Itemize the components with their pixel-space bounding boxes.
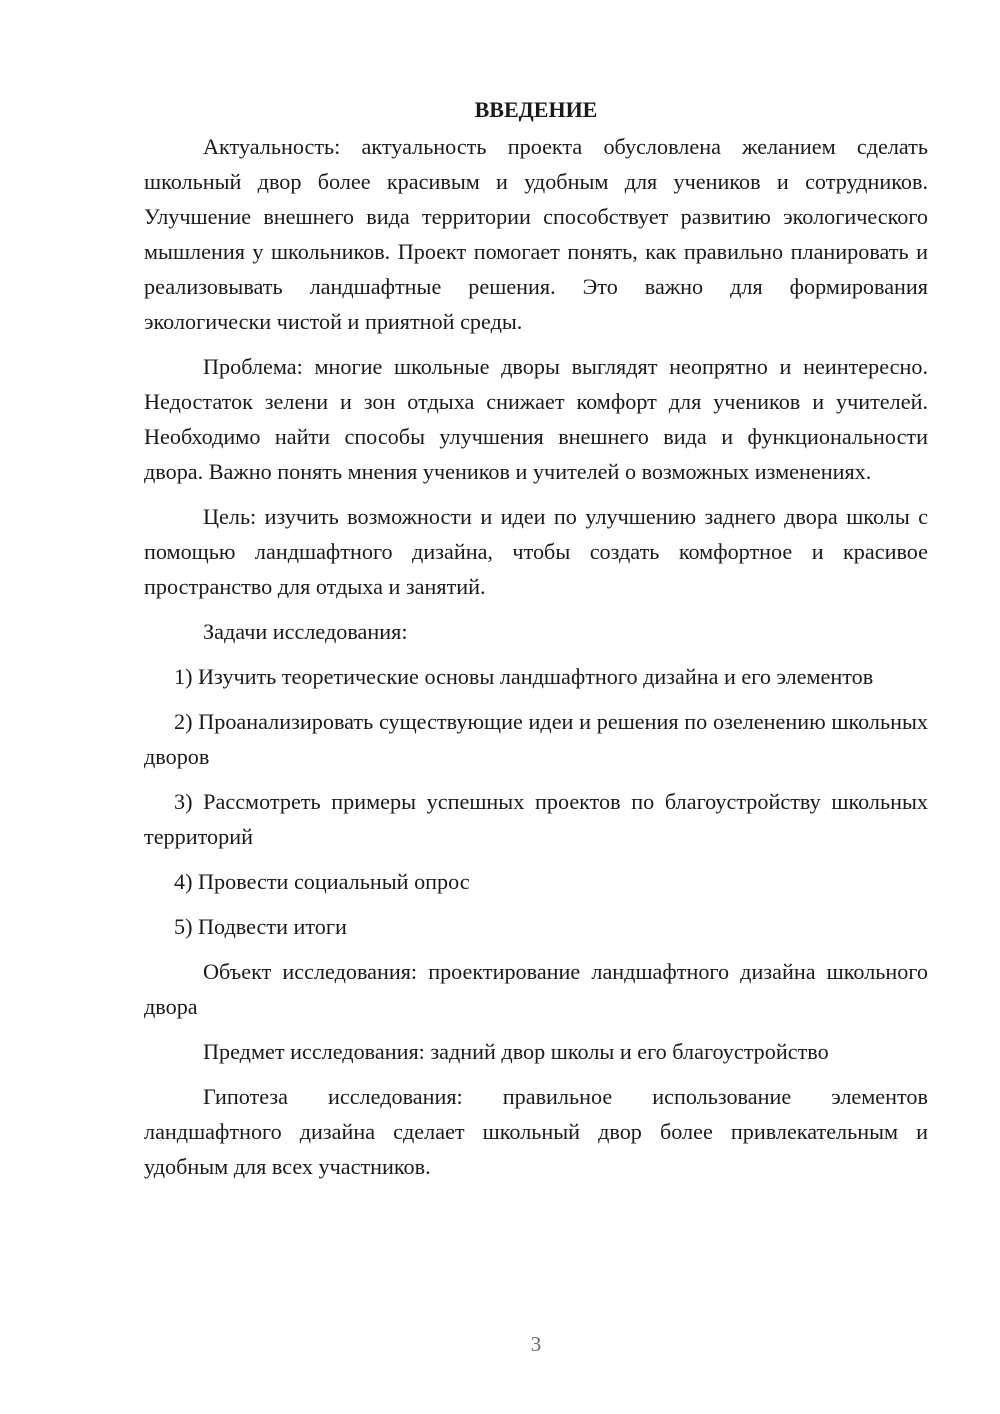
task-item: 4) Провести социальный опрос	[174, 869, 470, 894]
section-title: ВВЕДЕНИЕ	[474, 97, 598, 122]
task-item: 5) Подвести итоги	[174, 914, 347, 939]
page-number: 3	[530, 1332, 542, 1356]
document-page	[144, 92, 928, 1194]
object-paragraph: Объект исследования: проектирование ландшафтного дизайна школьного двора	[144, 959, 928, 1019]
subject-paragraph: Предмет исследования: задний двор школы и его благоустройство	[203, 1039, 829, 1064]
task-item: 2) Проанализировать существующие идеи и решения по озеленению школьных дворов	[144, 709, 928, 769]
problem-paragraph: Проблема: многие школьные дворы выглядят неопрятно и неинтересно. Недостаток зелени и зон отдыха снижает комфорт для учеников и учителей. Необходимо найти способы улучшения внешнего вида и функциональности двора. Важно понять мнения учеников и учителей о возможных изменениях.	[144, 354, 928, 484]
relevance-paragraph: Актуальность: актуальность проекта обусловлена желанием сделать школьный двор более красивым и удобным для учеников и сотрудников. Улучшение внешнего вида территории способствует развитию экологического мышления у школьников. Проект помогает понять, как правильно планировать и реализовывать ландшафтные решения. Это важно для формирования экологически чистой и приятной среды.	[144, 134, 928, 334]
task-item: 3) Рассмотреть примеры успешных проектов по благоустройству школьных территорий	[144, 789, 928, 849]
task-item: 1) Изучить теоретические основы ландшафтного дизайна и его элементов	[174, 664, 874, 689]
tasks-heading: Задачи исследования:	[203, 619, 408, 644]
goal-paragraph: Цель: изучить возможности и идеи по улучшению заднего двора школы с помощью ландшафтного дизайна, чтобы создать комфортное и красивое пространство для отдыха и занятий.	[144, 504, 928, 599]
hypothesis-paragraph: Гипотеза исследования: правильное использование элементов ландшафтного дизайна сделает школьный двор более привлекательным и удобным для всех участников.	[144, 1084, 928, 1179]
